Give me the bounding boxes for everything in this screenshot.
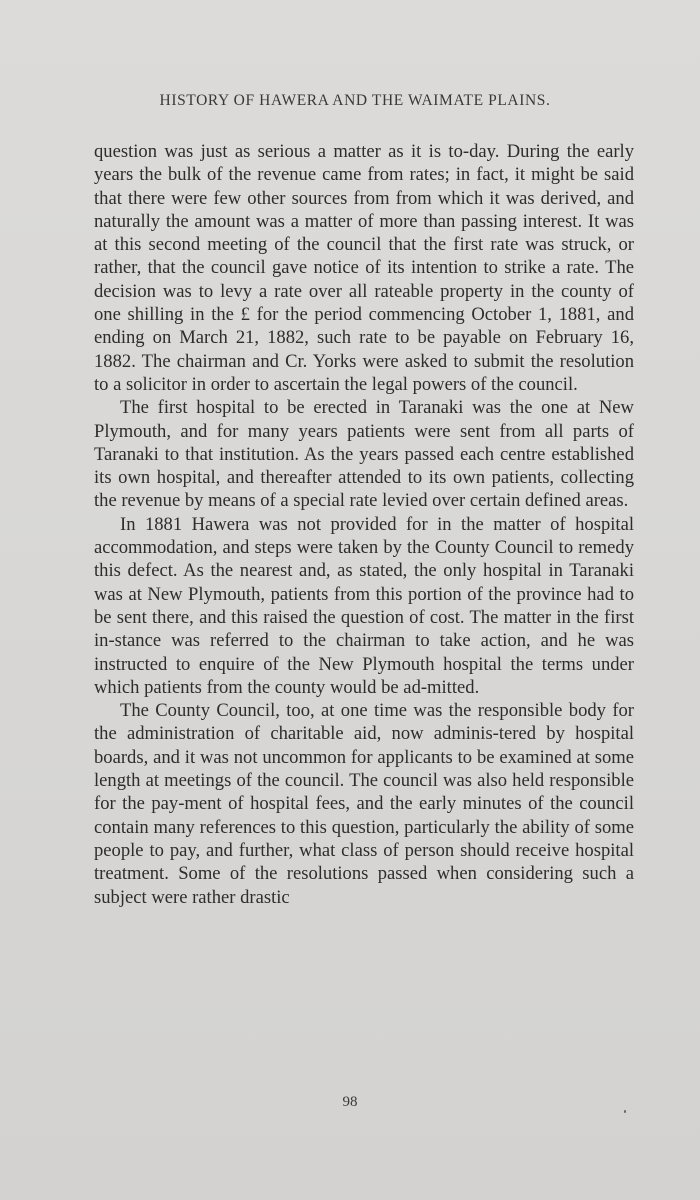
paragraph-first-hospital: The first hospital to be erected in Taranaki was the one at New Plymouth, and for many years patients were sent from all parts of Taranaki to that institution. As the years passed each centre established its own hospital, and thereafter attended to its own patients, collecting the revenue by means of a special rate levied over certain defined areas. [94, 397, 634, 512]
paragraph-hawera-hospital: In 1881 Hawera was not provided for in the matter of hospital accommodation, and steps were taken by the County Council to remedy this defect. As the nearest and, as stated, the only hospital in Taranaki was at New Plymouth, patients from this portion of the province had to be sent there, and this raised the question of cost. The matter in the first in-stance was referred to the chairman to take action, and he was instructed to enquire of the New Plymouth hospital the terms under which patients from the county would be ad-mitted. [94, 513, 634, 698]
page-number: 98 [342, 1094, 358, 1110]
body-text [94, 140, 634, 909]
paragraph-charitable-aid: The County Council, too, at one time was the responsible body for the administration of charitable aid, now adminis-tered by hospital boards, and it was not uncommon for applicants to be examined at some length at meetings of the council. The council was also held responsible for the pay-ment of hospital fees, and the early minutes of the council contain many references to this question, particularly the ability of some people to pay, and further, what class of person should receive hospital treatment. Some of the resolutions passed when considering such a subject were rather drastic [94, 700, 634, 908]
paragraph-rates: question was just as serious a matter as it is to-day. During the early years the bulk of the revenue came from rates; in fact, it might be said that there were few other sources from from which it was derived, and naturally the amount was a matter of more than passing interest. It was at this second meeting of the council that the first rate was struck, or rather, that the council gave notice of its intention to strike a rate. The decision was to levy a rate over all rateable property in the county of one shilling in the £ for the period commencing October 1, 1881, and ending on March 21, 1882, such rate to be payable on February 16, 1882. The chairman and Cr. Yorks were asked to submit the resolution to a solicitor in order to ascertain the legal powers of the council. [94, 141, 634, 395]
running-head: HISTORY OF HAWERA AND THE WAIMATE PLAINS. [159, 92, 551, 109]
paper-speck [624, 1110, 626, 1113]
